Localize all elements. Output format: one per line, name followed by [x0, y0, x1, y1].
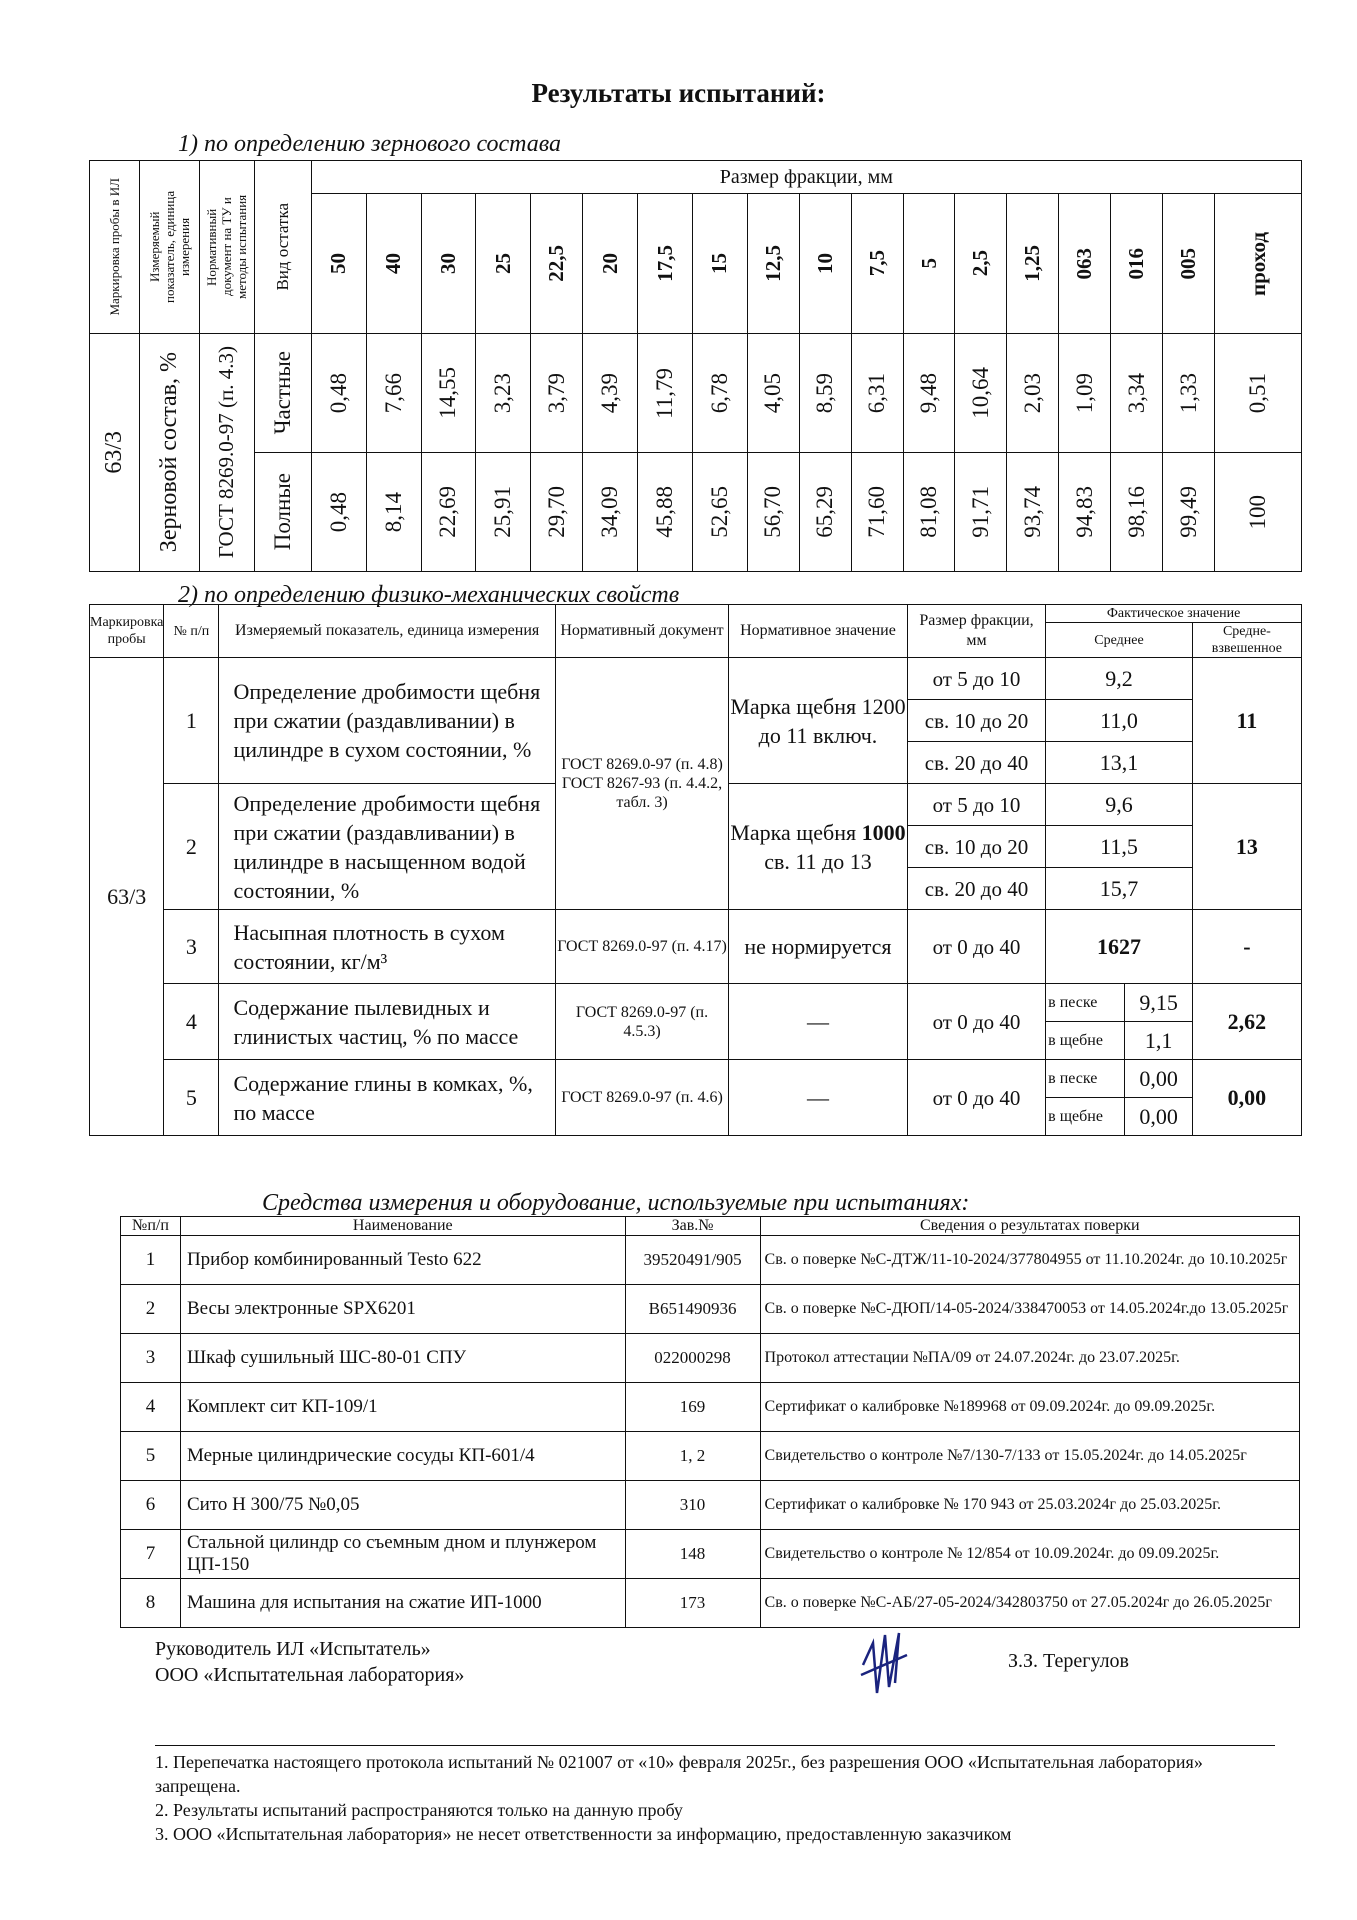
- eq-info: Сертификат о калибровке № 170 943 от 25.03.2024г до 25.03.2025г.: [760, 1481, 1299, 1530]
- h-indicator: Измеряемый показатель, единица измерения: [219, 605, 555, 658]
- eq-info: Свидетельство о контроле № 12/854 от 10.09.2024г. до 09.09.2025г.: [760, 1530, 1299, 1579]
- full-value-16: 99,49: [1163, 453, 1215, 572]
- r5-size: от 0 до 40: [907, 1060, 1045, 1136]
- r2-val-2: 11,5: [1046, 826, 1193, 868]
- partial-value-4: 3,79: [531, 334, 583, 453]
- row-label-full: Полные: [254, 453, 311, 572]
- partial-value-15: 3,34: [1111, 334, 1163, 453]
- section2-heading: 2) по определению физико-механических свойств: [178, 582, 680, 608]
- r2-num: 2: [164, 784, 219, 910]
- partial-value-14: 1,09: [1059, 334, 1111, 453]
- equipment-row: [121, 1236, 1300, 1285]
- full-value-17: 100: [1215, 453, 1302, 572]
- r5-label-gravel: в щебне: [1046, 1098, 1125, 1136]
- eq-name: Мерные цилиндрические сосуды КП-601/4: [180, 1432, 625, 1481]
- full-value-1: 8,14: [366, 453, 421, 572]
- partial-value-2: 14,55: [421, 334, 476, 453]
- eq-name: Весы электронные SPX6201: [180, 1285, 625, 1334]
- r2-size-1: от 5 до 10: [907, 784, 1045, 826]
- equipment-row: [121, 1579, 1300, 1628]
- r2-val-1: 9,6: [1046, 784, 1193, 826]
- eq-zav: 310: [625, 1481, 760, 1530]
- note-2: 2. Результаты испытаний распространяются только на данную пробу: [155, 1800, 683, 1820]
- fraction-header-13: 1,25: [1007, 194, 1059, 334]
- r1-val-1: 9,2: [1046, 658, 1193, 700]
- physmech-table: [89, 604, 1302, 1136]
- r4-size: от 0 до 40: [907, 984, 1045, 1060]
- org-name: ООО «Испытательная лаборатория»: [155, 1664, 465, 1686]
- fraction-header-4: 22,5: [531, 194, 583, 334]
- partial-value-10: 6,31: [851, 334, 903, 453]
- fraction-header-10: 7,5: [851, 194, 903, 334]
- eq-zav: 1, 2: [625, 1432, 760, 1481]
- full-value-0: 0,48: [311, 453, 366, 572]
- partial-value-1: 7,66: [366, 334, 421, 453]
- partial-value-13: 2,03: [1007, 334, 1059, 453]
- r2-val-3: 15,7: [1046, 868, 1193, 910]
- equipment-row: [121, 1334, 1300, 1383]
- r5-label-sand: в песке: [1046, 1060, 1125, 1098]
- full-value-9: 65,29: [799, 453, 851, 572]
- fraction-header-11: 5: [903, 194, 955, 334]
- eq-name: Сито Н 300/75 №0,05: [180, 1481, 625, 1530]
- r4-label-gravel: в щебне: [1046, 1022, 1125, 1060]
- signatory-name: З.З. Терегулов: [1008, 1650, 1129, 1672]
- eq-h-name: Наименование: [180, 1217, 625, 1236]
- r4-wavg: 2,62: [1192, 984, 1301, 1060]
- sample-mark: 63/3: [90, 334, 140, 572]
- fraction-header-6: 17,5: [638, 194, 693, 334]
- eq-name: Шкаф сушильный ШС-80-01 СПУ: [180, 1334, 625, 1383]
- r4-label-sand: в песке: [1046, 984, 1125, 1022]
- r1-val-3: 13,1: [1046, 742, 1193, 784]
- full-value-8: 56,70: [747, 453, 799, 572]
- r1-num: 1: [164, 658, 219, 784]
- fraction-header-3: 25: [476, 194, 531, 334]
- equipment-row: [121, 1285, 1300, 1334]
- equipment-row: [121, 1530, 1300, 1579]
- partial-value-11: 9,48: [903, 334, 955, 453]
- fraction-header-12: 2,5: [955, 194, 1007, 334]
- col-indicator-header: Измеряемый показатель, единица измерения: [139, 161, 199, 334]
- r5-norm: —: [729, 1060, 908, 1136]
- eq-num: 7: [121, 1530, 181, 1579]
- r1-size-3: св. 20 до 40: [907, 742, 1045, 784]
- eq-zav: 39520491/905: [625, 1236, 760, 1285]
- equipment-row: [121, 1383, 1300, 1432]
- row-label-partial: Частные: [254, 334, 311, 453]
- note-3: 3. ООО «Испытательная лаборатория» не несет ответственности за информацию, предоставленную заказчиком: [155, 1824, 1012, 1844]
- eq-zav: B651490936: [625, 1285, 760, 1334]
- fraction-header-2: 30: [421, 194, 476, 334]
- r2-name: Определение дробимости щебня при сжатии (раздавливании) в цилиндре в насыщенном водой состоянии, %: [219, 784, 555, 910]
- partial-value-12: 10,64: [955, 334, 1007, 453]
- r4-name: Содержание пылевидных и глинистых частиц, % по массе: [219, 984, 555, 1060]
- eq-num: 6: [121, 1481, 181, 1530]
- partial-value-0: 0,48: [311, 334, 366, 453]
- h-actual: Фактическое значение: [1046, 605, 1302, 623]
- page-title: Результаты испытаний:: [531, 78, 826, 108]
- partial-value-9: 8,59: [799, 334, 851, 453]
- r4-norm: —: [729, 984, 908, 1060]
- eq-h-num: №п/п: [121, 1217, 181, 1236]
- fraction-header-0: 50: [311, 194, 366, 334]
- notes-divider: [155, 1745, 1275, 1746]
- r2-wavg: 13: [1192, 784, 1301, 910]
- equipment-row: [121, 1481, 1300, 1530]
- r5-wavg: 0,00: [1192, 1060, 1301, 1136]
- fraction-header-7: 15: [692, 194, 747, 334]
- full-value-6: 45,88: [638, 453, 693, 572]
- notes: [155, 1750, 1255, 1846]
- r3-wavg: -: [1192, 910, 1301, 984]
- full-value-7: 52,65: [692, 453, 747, 572]
- r4-val-sand: 9,15: [1125, 984, 1192, 1022]
- indicator-cell: Зерновой состав, %: [139, 334, 199, 572]
- r1-size-1: от 5 до 10: [907, 658, 1045, 700]
- full-value-5: 34,09: [583, 453, 638, 572]
- eq-info: Свидетельство о контроле №7/130-7/133 от 15.05.2024г. до 14.05.2025г: [760, 1432, 1299, 1481]
- full-value-3: 25,91: [476, 453, 531, 572]
- r12-doc: ГОСТ 8269.0-97 (п. 4.8) ГОСТ 8267-93 (п. 4.4.2, табл. 3): [555, 658, 728, 910]
- h-norm: Нормативное значение: [729, 605, 908, 658]
- fraction-header-15: 016: [1111, 194, 1163, 334]
- h-avg: Среднее: [1046, 623, 1193, 658]
- r1-name: Определение дробимости щебня при сжатии (раздавливании) в цилиндре в сухом состоянии, %: [219, 658, 555, 784]
- eq-h-zav: Зав.№: [625, 1217, 760, 1236]
- eq-name: Прибор комбинированный Testo 622: [180, 1236, 625, 1285]
- r1-size-2: св. 10 до 20: [907, 700, 1045, 742]
- partial-value-6: 11,79: [638, 334, 693, 453]
- r1-wavg: 11: [1192, 658, 1301, 784]
- r4-doc: ГОСТ 8269.0-97 (п. 4.5.3): [555, 984, 728, 1060]
- full-value-10: 71,60: [851, 453, 903, 572]
- r3-size: от 0 до 40: [907, 910, 1045, 984]
- fraction-header-17: проход: [1215, 194, 1302, 334]
- eq-zav: 169: [625, 1383, 760, 1432]
- partial-value-3: 3,23: [476, 334, 531, 453]
- partial-value-7: 6,78: [692, 334, 747, 453]
- full-value-2: 22,69: [421, 453, 476, 572]
- equipment-row: [121, 1432, 1300, 1481]
- full-value-11: 81,08: [903, 453, 955, 572]
- h-wavg: Средне-взвешенное: [1192, 623, 1301, 658]
- fraction-header-5: 20: [583, 194, 638, 334]
- fraction-header-9: 10: [799, 194, 851, 334]
- full-value-4: 29,70: [531, 453, 583, 572]
- h-size: Размер фракции, мм: [907, 605, 1045, 658]
- r5-doc: ГОСТ 8269.0-97 (п. 4.6): [555, 1060, 728, 1136]
- col-normdoc-header: Нормативный документ на ТУ и методы испытания: [199, 161, 254, 334]
- r3-name: Насыпная плотность в сухом состоянии, кг/м³: [219, 910, 555, 984]
- full-value-15: 98,16: [1111, 453, 1163, 572]
- h-doc: Нормативный документ: [555, 605, 728, 658]
- eq-num: 1: [121, 1236, 181, 1285]
- eq-info: Протокол аттестации №ПА/09 от 24.07.2024г. до 23.07.2025г.: [760, 1334, 1299, 1383]
- eq-num: 4: [121, 1383, 181, 1432]
- eq-info: Св. о поверке №С-ДЮП/14-05-2024/338470053 от 14.05.2024г.до 13.05.2025г: [760, 1285, 1299, 1334]
- r4-num: 4: [164, 984, 219, 1060]
- eq-name: Машина для испытания на сжатие ИП-1000: [180, 1579, 625, 1628]
- section3-heading: Средства измерения и оборудование, используемые при испытаниях:: [262, 1190, 970, 1216]
- r1-norm: Марка щебня 1200 до 11 включ.: [729, 658, 908, 784]
- r2-size-2: св. 10 до 20: [907, 826, 1045, 868]
- h-num: № п/п: [164, 605, 219, 658]
- eq-num: 2: [121, 1285, 181, 1334]
- eq-h-info: Сведения о результатах поверки: [760, 1217, 1299, 1236]
- fraction-header-14: 063: [1059, 194, 1111, 334]
- partial-value-17: 0,51: [1215, 334, 1302, 453]
- r3-doc: ГОСТ 8269.0-97 (п. 4.17): [555, 910, 728, 984]
- fraction-header-1: 40: [366, 194, 421, 334]
- r2-size-3: св. 20 до 40: [907, 868, 1045, 910]
- head-title: Руководитель ИЛ «Испытатель»: [155, 1638, 431, 1660]
- section1-heading: 1) по определению зернового состава: [178, 131, 562, 157]
- r5-val-sand: 0,00: [1125, 1060, 1192, 1098]
- r2-norm: Марка щебня 1000 св. 11 до 13: [729, 784, 908, 910]
- r3-num: 3: [164, 910, 219, 984]
- eq-name: Комплект сит КП-109/1: [180, 1383, 625, 1432]
- r5-val-gravel: 0,00: [1125, 1098, 1192, 1136]
- r4-val-gravel: 1,1: [1125, 1022, 1192, 1060]
- eq-info: Сертификат о калибровке №189968 от 09.09.2024г. до 09.09.2025г.: [760, 1383, 1299, 1432]
- full-value-13: 93,74: [1007, 453, 1059, 572]
- eq-zav: 148: [625, 1530, 760, 1579]
- note-1: 1. Перепечатка настоящего протокола испытаний № 021007 от «10» февраля 2025г., без разрешения ООО «Испытательная лаборатория» запрещена.: [155, 1752, 1203, 1796]
- r1-val-2: 11,0: [1046, 700, 1193, 742]
- eq-info: Св. о поверке №С-АБ/27-05-2024/342803750 от 27.05.2024г до 26.05.2025г: [760, 1579, 1299, 1628]
- r3-avg: 1627: [1046, 910, 1193, 984]
- fraction-header-8: 12,5: [747, 194, 799, 334]
- r5-name: Содержание глины в комках, %, по массе: [219, 1060, 555, 1136]
- eq-zav: 022000298: [625, 1334, 760, 1383]
- eq-num: 8: [121, 1579, 181, 1628]
- full-value-14: 94,83: [1059, 453, 1111, 572]
- grain-composition-table: [89, 160, 1302, 572]
- r3-norm: не нормируется: [729, 910, 908, 984]
- r5-num: 5: [164, 1060, 219, 1136]
- sample-mark-2: 63/3: [90, 658, 164, 1136]
- eq-name: Стальной цилиндр со съемным дном и плунжером ЦП-150: [180, 1530, 625, 1579]
- col-residue-header: Вид остатка: [254, 161, 311, 334]
- partial-value-8: 4,05: [747, 334, 799, 453]
- eq-num: 3: [121, 1334, 181, 1383]
- h-sample: Маркировка пробы: [90, 605, 164, 658]
- full-value-12: 91,71: [955, 453, 1007, 572]
- handwritten-signature: [855, 1625, 915, 1700]
- eq-num: 5: [121, 1432, 181, 1481]
- normdoc-cell: ГОСТ 8269.0-97 (п. 4.3): [199, 334, 254, 572]
- col-sample-header: Маркировка пробы в ИЛ: [90, 161, 140, 334]
- eq-zav: 173: [625, 1579, 760, 1628]
- fraction-header-16: 005: [1163, 194, 1215, 334]
- equipment-table: [120, 1216, 1300, 1628]
- fraction-size-header: Размер фракции, мм: [311, 161, 1301, 194]
- partial-value-5: 4,39: [583, 334, 638, 453]
- partial-value-16: 1,33: [1163, 334, 1215, 453]
- eq-info: Св. о поверке №С-ДТЖ/11-10-2024/377804955 от 11.10.2024г. до 10.10.2025г: [760, 1236, 1299, 1285]
